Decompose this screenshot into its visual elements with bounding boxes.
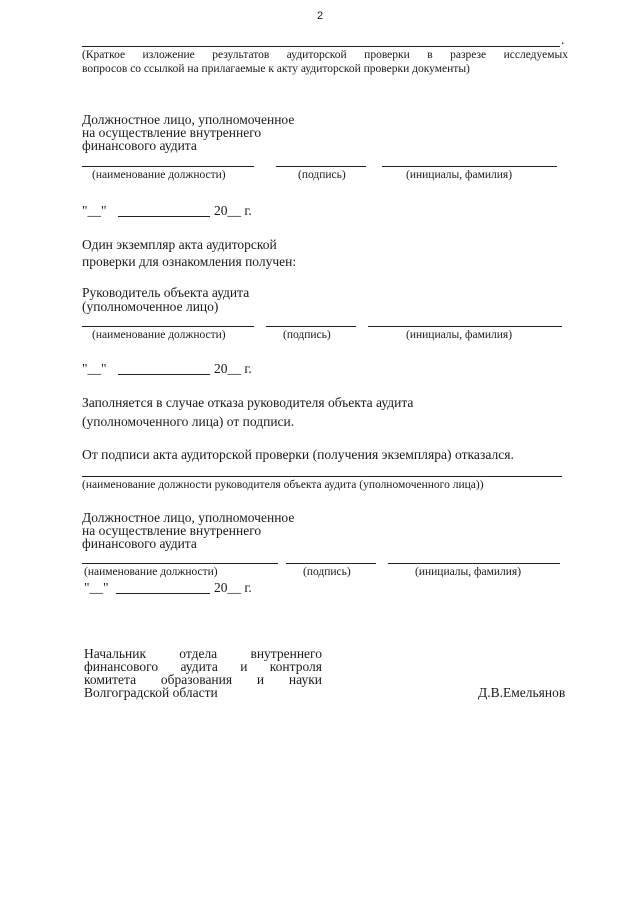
signatory-title-line3: комитета образования и науки bbox=[84, 672, 322, 687]
signatory-title-line2: финансового аудита и контроля bbox=[84, 659, 322, 674]
summary-line bbox=[82, 46, 560, 47]
auditor2-position-caption: (наименование должности) bbox=[84, 566, 218, 578]
auditor1-name-caption: (инициалы, фамилия) bbox=[406, 169, 513, 181]
summary-caption-line2: вопросов со ссылкой на прилагаемые к акту аудиторской проверки документы) bbox=[82, 63, 470, 75]
signatory-title-line1: Начальник отдела внутреннего bbox=[84, 646, 322, 661]
object-head-title-line1: Руководитель объекта аудита bbox=[82, 285, 250, 300]
auditor1-signature-caption: (подпись) bbox=[298, 169, 346, 181]
auditor1-date-line bbox=[118, 216, 210, 217]
object-head-date-line bbox=[118, 374, 210, 375]
auditor2-name-caption: (инициалы, фамилия) bbox=[415, 566, 522, 578]
copy-received-line1: Один экземпляр акта аудиторской bbox=[82, 237, 277, 252]
object-head-signature-caption: (подпись) bbox=[283, 329, 331, 341]
auditor1-position-line bbox=[82, 166, 254, 167]
auditor2-date-year: 20__ г. bbox=[214, 580, 252, 595]
auditor1-date-quote: "__" bbox=[82, 203, 107, 218]
auditor1-date-year: 20__ г. bbox=[214, 203, 252, 218]
summary-caption-line1: (Краткое изложение результатов аудиторской проверки в разрезе исследуемых bbox=[82, 49, 568, 61]
auditor2-date-quote: "__" bbox=[84, 580, 109, 595]
object-head-date-year: 20__ г. bbox=[214, 361, 252, 376]
auditor1-title-line3: финансового аудита bbox=[82, 138, 197, 153]
auditor2-title-line2: на осуществление внутреннего bbox=[82, 523, 262, 538]
refusal-note-line1: Заполняется в случае отказа руководителя объекта аудита bbox=[82, 395, 414, 410]
auditor1-position-caption: (наименование должности) bbox=[92, 169, 226, 181]
auditor2-date-line bbox=[116, 593, 210, 594]
refusal-caption: (наименование должности руководителя объекта аудита (уполномоченного лица)) bbox=[82, 479, 484, 491]
auditor1-name-line bbox=[382, 166, 557, 167]
auditor2-signature-line bbox=[286, 563, 376, 564]
page-number: 2 bbox=[316, 10, 324, 22]
object-head-title-line2: (уполномоченное лицо) bbox=[82, 299, 219, 314]
auditor1-signature-line bbox=[276, 166, 366, 167]
copy-received-line2: проверки для ознакомления получен: bbox=[82, 254, 297, 269]
refusal-note-line2: (уполномоченного лица) от подписи. bbox=[82, 414, 295, 429]
auditor2-position-line bbox=[82, 563, 278, 564]
auditor2-name-line bbox=[388, 563, 560, 564]
refusal-position-line bbox=[82, 476, 562, 477]
auditor2-title-line3: финансового аудита bbox=[82, 536, 197, 551]
auditor2-signature-caption: (подпись) bbox=[303, 566, 351, 578]
signatory-name: Д.В.Емельянов bbox=[478, 685, 566, 700]
summary-dot: . bbox=[561, 32, 565, 47]
object-head-name-line bbox=[368, 326, 562, 327]
object-head-signature-line bbox=[266, 326, 356, 327]
object-head-position-line bbox=[82, 326, 254, 327]
auditor2-title-line1: Должностное лицо, уполномоченное bbox=[82, 510, 295, 525]
object-head-name-caption: (инициалы, фамилия) bbox=[406, 329, 513, 341]
refusal-statement: От подписи акта аудиторской проверки (получения экземпляра) отказался. bbox=[82, 447, 514, 462]
signatory-title-line4: Волгоградской области bbox=[84, 685, 218, 700]
object-head-date-quote: "__" bbox=[82, 361, 107, 376]
auditor1-title-line2: на осуществление внутреннего bbox=[82, 125, 262, 140]
auditor1-title-line1: Должностное лицо, уполномоченное bbox=[82, 112, 295, 127]
object-head-position-caption: (наименование должности) bbox=[92, 329, 226, 341]
